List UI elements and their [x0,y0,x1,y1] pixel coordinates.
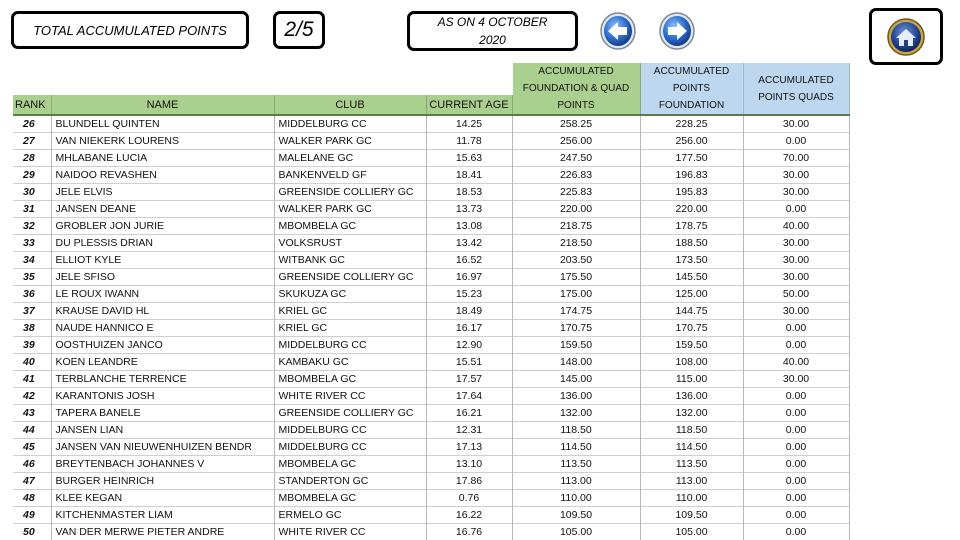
age-cell: 15.23 [426,286,512,303]
foundation-quad-points-cell: 256.00 [512,133,640,150]
quad-points-cell: 0.00 [743,201,849,218]
club-cell: KRIEL GC [274,320,426,337]
name-cell: BURGER HEINRICH [51,473,274,490]
foundation-quad-points-cell: 113.50 [512,456,640,473]
quad-points-cell: 40.00 [743,218,849,235]
name-cell: GROBLER JON JURIE [51,218,274,235]
rank-cell: 28 [13,150,51,167]
name-cell: KRAUSE DAVID HL [51,303,274,320]
table-body [13,115,849,540]
foundation-points-cell: 188.50 [640,235,743,252]
age-cell: 16.21 [426,405,512,422]
col-header-quads: ACCUMULATED POINTS QUADS [743,63,849,115]
club-cell: WHITE RIVER CC [274,524,426,540]
quad-points-cell: 0.00 [743,439,849,456]
foundation-quad-points-cell: 218.50 [512,235,640,252]
age-cell: 12.31 [426,422,512,439]
age-cell: 17.86 [426,473,512,490]
name-cell: KARANTONIS JOSH [51,388,274,405]
club-cell: MIDDELBURG CC [274,115,426,133]
quad-points-cell: 0.00 [743,320,849,337]
table-row [13,269,849,286]
rank-cell: 27 [13,133,51,150]
club-cell: MALELANE GC [274,150,426,167]
age-cell: 16.76 [426,524,512,540]
club-cell: VOLKSRUST [274,235,426,252]
table-row [13,201,849,218]
table-row [13,473,849,490]
page-title: TOTAL ACCUMULATED POINTS [33,22,227,38]
club-cell: BANKENVELD GF [274,167,426,184]
foundation-quad-points-cell: 174.75 [512,303,640,320]
col-header-foundation: ACCUMULATED POINTS FOUNDATION [640,63,743,115]
foundation-points-cell: 196.83 [640,167,743,184]
quad-points-cell: 0.00 [743,133,849,150]
club-cell: MBOMBELA GC [274,218,426,235]
table-row [13,524,849,540]
name-cell: JANSEN DEANE [51,201,274,218]
table-row [13,456,849,473]
quad-points-cell: 0.00 [743,388,849,405]
rank-cell: 42 [13,388,51,405]
age-cell: 13.10 [426,456,512,473]
rank-cell: 47 [13,473,51,490]
foundation-quad-points-cell: 226.83 [512,167,640,184]
table-row [13,422,849,439]
quad-points-cell: 0.00 [743,422,849,439]
rank-cell: 50 [13,524,51,540]
quad-points-cell: 30.00 [743,115,849,133]
foundation-points-cell: 170.75 [640,320,743,337]
title-box [11,11,249,49]
rank-cell: 39 [13,337,51,354]
foundation-points-cell: 159.50 [640,337,743,354]
name-cell: VAN NIEKERK LOURENS [51,133,274,150]
foundation-quad-points-cell: 145.00 [512,371,640,388]
foundation-quad-points-cell: 118.50 [512,422,640,439]
name-cell: NAIDOO REVASHEN [51,167,274,184]
rank-cell: 30 [13,184,51,201]
rank-cell: 46 [13,456,51,473]
table-row [13,490,849,507]
table-row [13,218,849,235]
table-row [13,167,849,184]
page-indicator: 2/5 [284,18,314,41]
age-cell: 16.52 [426,252,512,269]
age-cell: 15.51 [426,354,512,371]
name-cell: OOSTHUIZEN JANCO [51,337,274,354]
quad-points-cell: 30.00 [743,235,849,252]
arrow-right-icon [658,11,696,51]
rank-cell: 32 [13,218,51,235]
rank-cell: 49 [13,507,51,524]
rank-cell: 35 [13,269,51,286]
table-row [13,371,849,388]
foundation-quad-points-cell: 159.50 [512,337,640,354]
foundation-quad-points-cell: 247.50 [512,150,640,167]
table-row [13,115,849,133]
col-header-age: CURRENT AGE [426,95,512,115]
foundation-quad-points-cell: 218.75 [512,218,640,235]
quad-points-cell: 0.00 [743,337,849,354]
age-cell: 18.49 [426,303,512,320]
table-row [13,388,849,405]
arrow-left-icon [599,11,637,51]
foundation-points-cell: 228.25 [640,115,743,133]
quad-points-cell: 0.00 [743,405,849,422]
club-cell: KRIEL GC [274,303,426,320]
foundation-points-cell: 108.00 [640,354,743,371]
foundation-points-cell: 113.50 [640,456,743,473]
club-cell: WHITE RIVER CC [274,388,426,405]
quad-points-cell: 0.00 [743,473,849,490]
table-row [13,303,849,320]
header-spacer [13,63,51,95]
table-row [13,235,849,252]
name-cell: KLEE KEGAN [51,490,274,507]
foundation-points-cell: 109.50 [640,507,743,524]
rank-cell: 43 [13,405,51,422]
points-table [13,63,850,540]
quad-points-cell: 30.00 [743,371,849,388]
club-cell: KAMBAKU GC [274,354,426,371]
quad-points-cell: 0.00 [743,490,849,507]
table-row [13,507,849,524]
foundation-quad-points-cell: 114.50 [512,439,640,456]
foundation-points-cell: 177.50 [640,150,743,167]
name-cell: DU PLESSIS DRIAN [51,235,274,252]
table-row [13,439,849,456]
club-cell: MBOMBELA GC [274,456,426,473]
club-cell: WALKER PARK GC [274,133,426,150]
name-cell: TERBLANCHE TERRENCE [51,371,274,388]
foundation-points-cell: 110.00 [640,490,743,507]
previous-button[interactable] [599,11,637,51]
quad-points-cell: 30.00 [743,269,849,286]
quad-points-cell: 30.00 [743,184,849,201]
age-cell: 13.08 [426,218,512,235]
foundation-quad-points-cell: 109.50 [512,507,640,524]
age-cell: 13.42 [426,235,512,252]
foundation-points-cell: 220.00 [640,201,743,218]
club-cell: MIDDELBURG CC [274,422,426,439]
name-cell: JELE ELVIS [51,184,274,201]
rank-cell: 40 [13,354,51,371]
foundation-quad-points-cell: 225.83 [512,184,640,201]
age-cell: 11.78 [426,133,512,150]
age-cell: 13.73 [426,201,512,218]
age-cell: 16.17 [426,320,512,337]
club-cell: GREENSIDE COLLIERY GC [274,405,426,422]
name-cell: TAPERA BANELE [51,405,274,422]
age-cell: 15.63 [426,150,512,167]
table-row [13,405,849,422]
name-cell: LE ROUX IWANN [51,286,274,303]
age-cell: 12.90 [426,337,512,354]
age-cell: 17.13 [426,439,512,456]
rank-cell: 26 [13,115,51,133]
name-cell: JANSEN VAN NIEUWENHUIZEN BENDR [51,439,274,456]
club-cell: GREENSIDE COLLIERY GC [274,184,426,201]
foundation-points-cell: 118.50 [640,422,743,439]
foundation-points-cell: 125.00 [640,286,743,303]
name-cell: JANSEN LIAN [51,422,274,439]
col-header-club: CLUB [274,95,426,115]
foundation-points-cell: 256.00 [640,133,743,150]
next-button[interactable] [658,11,696,51]
quad-points-cell: 30.00 [743,252,849,269]
age-cell: 0.76 [426,490,512,507]
rank-cell: 37 [13,303,51,320]
table-row [13,354,849,371]
foundation-points-cell: 113.00 [640,473,743,490]
age-cell: 16.97 [426,269,512,286]
date-line-1: AS ON 4 OCTOBER [437,15,548,29]
club-cell: WALKER PARK GC [274,201,426,218]
name-cell: MHLABANE LUCIA [51,150,274,167]
table-row [13,337,849,354]
rank-cell: 45 [13,439,51,456]
rank-cell: 29 [13,167,51,184]
quad-points-cell: 70.00 [743,150,849,167]
rank-cell: 41 [13,371,51,388]
foundation-quad-points-cell: 203.50 [512,252,640,269]
name-cell: VAN DER MERWE PIETER ANDRE [51,524,274,540]
age-cell: 16.22 [426,507,512,524]
rank-cell: 36 [13,286,51,303]
table-row [13,286,849,303]
name-cell: BREYTENBACH JOHANNES V [51,456,274,473]
foundation-points-cell: 173.50 [640,252,743,269]
foundation-quad-points-cell: 170.75 [512,320,640,337]
quad-points-cell: 30.00 [743,167,849,184]
age-cell: 17.64 [426,388,512,405]
foundation-quad-points-cell: 113.00 [512,473,640,490]
quad-points-cell: 30.00 [743,303,849,320]
foundation-quad-points-cell: 148.00 [512,354,640,371]
date-line-2: 2020 [479,33,506,47]
name-cell: JELE SFISO [51,269,274,286]
rank-cell: 38 [13,320,51,337]
foundation-points-cell: 105.00 [640,524,743,540]
name-cell: ELLIOT KYLE [51,252,274,269]
quad-points-cell: 40.00 [743,354,849,371]
age-cell: 17.57 [426,371,512,388]
date-box [407,11,578,51]
quad-points-cell: 50.00 [743,286,849,303]
foundation-points-cell: 144.75 [640,303,743,320]
rank-cell: 31 [13,201,51,218]
club-cell: SKUKUZA GC [274,286,426,303]
quad-points-cell: 0.00 [743,507,849,524]
club-cell: MIDDELBURG CC [274,439,426,456]
foundation-points-cell: 132.00 [640,405,743,422]
club-cell: WITBANK GC [274,252,426,269]
col-header-rank: RANK [13,95,51,115]
foundation-quad-points-cell: 220.00 [512,201,640,218]
club-cell: MIDDELBURG CC [274,337,426,354]
col-header-name: NAME [51,95,274,115]
quad-points-cell: 0.00 [743,456,849,473]
foundation-quad-points-cell: 136.00 [512,388,640,405]
club-cell: ERMELO GC [274,507,426,524]
table-row [13,150,849,167]
club-cell: GREENSIDE COLLIERY GC [274,269,426,286]
club-cell: MBOMBELA GC [274,371,426,388]
foundation-points-cell: 114.50 [640,439,743,456]
foundation-quad-points-cell: 110.00 [512,490,640,507]
table-row [13,252,849,269]
foundation-points-cell: 195.83 [640,184,743,201]
col-header-foundation-quad: ACCUMULATED FOUNDATION & QUAD POINTS [512,63,640,115]
foundation-points-cell: 115.00 [640,371,743,388]
rank-cell: 34 [13,252,51,269]
name-cell: BLUNDELL QUINTEN [51,115,274,133]
rank-cell: 48 [13,490,51,507]
foundation-quad-points-cell: 105.00 [512,524,640,540]
home-button[interactable] [869,8,943,65]
rank-cell: 33 [13,235,51,252]
age-cell: 18.53 [426,184,512,201]
home-icon [886,17,926,57]
foundation-points-cell: 136.00 [640,388,743,405]
foundation-quad-points-cell: 132.00 [512,405,640,422]
club-cell: STANDERTON GC [274,473,426,490]
age-cell: 18.41 [426,167,512,184]
foundation-quad-points-cell: 258.25 [512,115,640,133]
rank-cell: 44 [13,422,51,439]
foundation-quad-points-cell: 175.00 [512,286,640,303]
table-row [13,320,849,337]
foundation-quad-points-cell: 175.50 [512,269,640,286]
quad-points-cell: 0.00 [743,524,849,540]
table-row [13,184,849,201]
age-cell: 14.25 [426,115,512,133]
name-cell: KOEN LEANDRE [51,354,274,371]
club-cell: MBOMBELA GC [274,490,426,507]
table-row [13,133,849,150]
name-cell: KITCHENMASTER LIAM [51,507,274,524]
page-indicator-box [273,11,325,49]
foundation-points-cell: 178.75 [640,218,743,235]
name-cell: NAUDE HANNICO E [51,320,274,337]
foundation-points-cell: 145.50 [640,269,743,286]
